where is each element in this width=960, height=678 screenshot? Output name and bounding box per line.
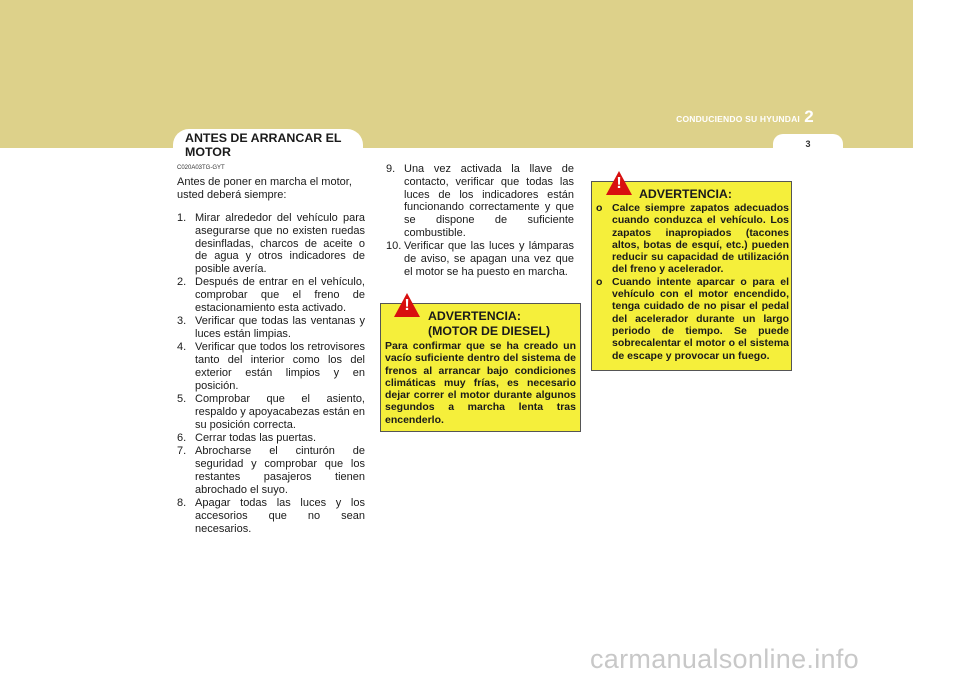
list-item [596,202,789,276]
step-text: Verificar que todas las ventanas y luces están limpias. [195,315,365,341]
warning-icon-symbol: ! [404,297,410,314]
step-text: Apagar todas las luces y los accesorios que no sean necesarios. [195,497,365,535]
step-text: Una vez activada la llave de contacto, verificar que todas las luces de los indicadores están funcionando correctamente y que se dispone de suficiente combustible. [404,163,574,239]
step-number: 7. [177,445,187,458]
step-number: 8. [177,497,187,510]
warning-title: ADVERTENCIA: [428,309,521,323]
step-number: 3. [177,315,187,328]
warning-title: ADVERTENCIA: [639,187,732,201]
warning-item-text: Calce siempre zapatos adecuados cuando conduzca el vehículo. Los zapatos inapropiados (tacones altos, botas de esquí, etc.) pueden reducir su capacidad de utilización del freno y acelerador. [612,202,789,276]
list-item [177,445,365,496]
step-text: Después de entrar en el vehículo, comprobar que el freno de estacionamiento esta activado. [195,276,365,315]
warning-triangle-icon [606,171,632,195]
step-text: Abrocharse el cinturón de seguridad y comprobar que los restantes pasajeros tienen abrochado el suyo. [195,445,365,496]
warning-box-general [591,175,792,371]
bullet: o [596,275,603,288]
warning-icon-symbol: ! [616,175,622,192]
step-number: 10. [386,240,402,253]
intro-paragraph: Antes de poner en marcha el motor, usted deberá siempre: [177,176,352,201]
list-item [177,212,365,276]
step-number: 1. [177,212,187,224]
steps-list-left [177,212,365,536]
step-number: 4. [177,341,187,354]
list-item [177,276,365,314]
list-item [177,393,365,431]
list-item [177,497,365,535]
warning-item-text: Cuando intente aparcar o para el vehículo con el motor encendido, tenga cuidado de no pisar el pedal del acelerador durante un largo periodo de tiempo. Se puede sobrecalentar el motor o el sistema de escape y provocar un fuego. [612,275,789,362]
list-item [177,315,365,341]
step-number: 5. [177,393,187,406]
list-item [177,432,365,445]
list-item [386,240,574,278]
section-title: ANTES DE ARRANCAR EL MOTOR [185,131,342,159]
step-number: 6. [177,432,187,445]
step-text: Verificar que las luces y lámparas de aviso, se apagan una vez que el motor se ha puesto en marcha. [404,240,574,278]
step-text: Comprobar que el asiento, respaldo y apoyacabezas están en su posición correcta. [195,393,366,431]
step-text: Verificar que todos los retrovisores tanto del interior como los del exterior están limpios y en posición. [195,341,365,392]
step-text: Cerrar todas las puertas. [195,432,317,445]
section-code: C020A03TG-GYT [177,165,225,171]
step-number: 9. [386,163,396,175]
bullet: o [596,202,603,214]
chapter-title: CONDUCIENDO SU HYUNDAI [676,114,800,124]
list-item [596,276,789,362]
warning-box-diesel [380,297,581,432]
warning-subtitle: (MOTOR DE DIESEL) [428,324,551,338]
step-number: 2. [177,276,187,289]
watermark: carmanualsonline.info [590,644,859,674]
step-text: Mirar alrededor del vehículo para asegurarse que no existen ruedas desinfladas, charcos de aceite o de agua y otros indicadores de posible avería. [195,212,365,276]
chapter-number: 2 [804,107,814,126]
warning-body: Para confirmar que se ha creado un vacío suficiente dentro del sistema de frenos al arrancar bajo condiciones climáticas muy frías, es necesario dejar correr el motor durante algunos segundos a marcha lenta tras encenderlo. [385,340,576,426]
list-item [386,163,574,240]
list-item [177,341,365,392]
warning-list [596,202,789,362]
steps-list-middle [386,163,574,279]
header-band [0,0,913,148]
page-number: 3 [805,139,811,149]
warning-triangle-icon [394,293,420,317]
